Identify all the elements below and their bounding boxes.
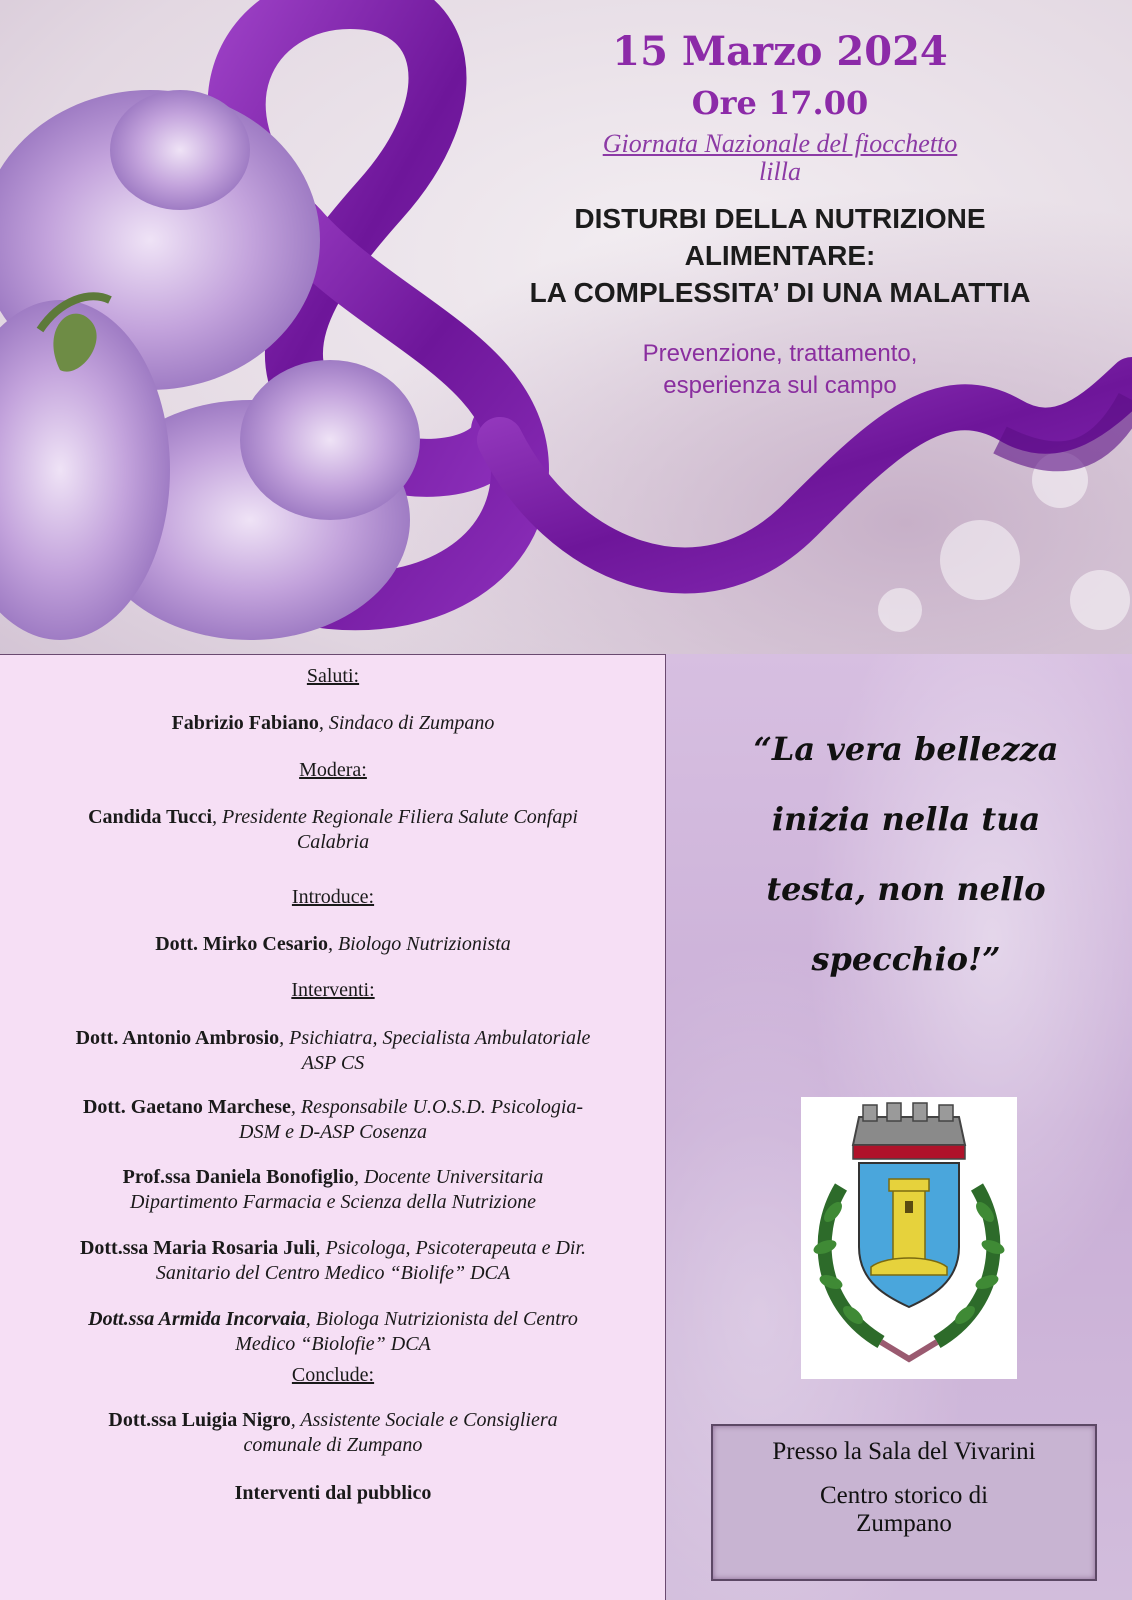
title-line2: ALIMENTARE: bbox=[684, 240, 876, 271]
event-header bbox=[490, 22, 1070, 402]
zumpano-coat-of-arms-icon bbox=[801, 1097, 1017, 1379]
modera-label: Modera: bbox=[299, 759, 367, 781]
speaker-role-cont: ASP CS bbox=[301, 1052, 365, 1074]
venue-line1: Presso la Sala del Vivarini bbox=[772, 1438, 1036, 1465]
event-time: Ore 17.00 bbox=[691, 84, 869, 122]
subtitle-line1: Prevenzione, trattamento, bbox=[642, 340, 918, 367]
saluti-section bbox=[0, 665, 666, 688]
quote-line3: testa, non nello bbox=[766, 870, 1046, 908]
speaker-entry bbox=[0, 1026, 666, 1076]
speaker-role: , Presidente Regionale Filiera Salute Confapi bbox=[212, 806, 578, 828]
lilac-flowers bbox=[0, 90, 420, 640]
quote-line2: inizia nella tua bbox=[771, 800, 1041, 838]
speaker-entry bbox=[0, 1307, 666, 1357]
speaker-name: Prof.ssa Daniela Bonofiglio bbox=[122, 1166, 354, 1188]
title-line3: LA COMPLESSITA’ DI UNA MALATTIA bbox=[529, 277, 1031, 308]
conclude-section bbox=[0, 1364, 666, 1387]
speaker-role-cont: DSM e D-ASP Cosenza bbox=[239, 1121, 427, 1143]
saluti-entry bbox=[0, 711, 666, 736]
closing-entry bbox=[0, 1481, 666, 1506]
speaker-role: , Sindaco di Zumpano bbox=[318, 712, 495, 734]
giornata-line1: Giornata Nazionale del fiocchetto bbox=[602, 129, 958, 158]
closing-text: Interventi dal pubblico bbox=[234, 1482, 432, 1504]
speaker-name: Dott. Antonio Ambrosio bbox=[75, 1027, 280, 1049]
introduce-section bbox=[0, 886, 666, 909]
speaker-role: , Psichiatra, Specialista Ambulatoriale bbox=[279, 1027, 591, 1049]
speaker-entry bbox=[0, 1236, 666, 1286]
giornata-line2: lilla bbox=[759, 157, 801, 186]
interventi-section bbox=[0, 979, 666, 1002]
event-title bbox=[490, 200, 1070, 311]
speaker-role: , Docente Universitaria bbox=[353, 1166, 544, 1188]
interventi-label: Interventi: bbox=[291, 979, 375, 1001]
speaker-name: Fabrizio Fabiano bbox=[171, 712, 319, 734]
quote-line1: “La vera bellezza bbox=[753, 730, 1059, 768]
bokeh-lights bbox=[878, 452, 1130, 632]
giornata-heading bbox=[490, 130, 1070, 186]
speaker-name: Dott. Gaetano Marchese bbox=[82, 1096, 291, 1118]
conclude-label: Conclude: bbox=[291, 1364, 375, 1386]
right-panel bbox=[666, 654, 1132, 1600]
speaker-role: , Biologo Nutrizionista bbox=[327, 933, 511, 955]
speaker-name: Dott.ssa Luigia Nigro bbox=[108, 1409, 291, 1431]
speaker-role-cont: Sanitario del Centro Medico “Biolife” DCA bbox=[155, 1262, 511, 1284]
venue-box bbox=[711, 1424, 1097, 1581]
introduce-entry bbox=[0, 932, 666, 957]
speaker-role-cont: comunale di Zumpano bbox=[243, 1434, 423, 1456]
conclude-entry bbox=[0, 1408, 666, 1458]
speaker-role-cont: Medico “Biolofie” DCA bbox=[235, 1333, 431, 1355]
saluti-label: Saluti: bbox=[306, 665, 360, 687]
event-date: 15 Marzo 2024 bbox=[612, 28, 948, 75]
program-panel bbox=[0, 654, 666, 1600]
modera-entry bbox=[0, 805, 666, 855]
venue-line2: Centro storico di bbox=[819, 1482, 989, 1509]
speaker-role-cont: Calabria bbox=[296, 831, 370, 853]
speaker-entry bbox=[0, 1095, 666, 1145]
speaker-entry bbox=[0, 1165, 666, 1215]
speaker-name: Candida Tucci bbox=[88, 806, 213, 828]
venue-line3: Zumpano bbox=[856, 1510, 952, 1537]
speaker-role: , Assistente Sociale e Consigliera bbox=[290, 1409, 558, 1431]
subtitle-line2: esperienza sul campo bbox=[663, 372, 897, 399]
quote-line4: specchio!” bbox=[811, 940, 1001, 978]
introduce-label: Introduce: bbox=[291, 886, 375, 908]
event-subtitle bbox=[490, 338, 1070, 402]
speaker-name: Dott.ssa Maria Rosaria Juli bbox=[79, 1237, 316, 1259]
speaker-name: Dott.ssa Armida Incorvaia bbox=[88, 1308, 306, 1330]
hero-banner bbox=[0, 0, 1132, 654]
speaker-role: , Biologa Nutrizionista del Centro bbox=[305, 1308, 578, 1330]
modera-section bbox=[0, 759, 666, 782]
speaker-name: Dott. Mirko Cesario bbox=[155, 933, 328, 955]
speaker-role: , Psicologa, Psicoterapeuta e Dir. bbox=[315, 1237, 587, 1259]
quote bbox=[706, 714, 1106, 994]
speaker-role: , Responsabile U.O.S.D. Psicologia- bbox=[290, 1096, 584, 1118]
speaker-role-cont: Dipartimento Farmacia e Scienza della Nutrizione bbox=[129, 1191, 537, 1213]
title-line1: DISTURBI DELLA NUTRIZIONE bbox=[574, 203, 986, 234]
